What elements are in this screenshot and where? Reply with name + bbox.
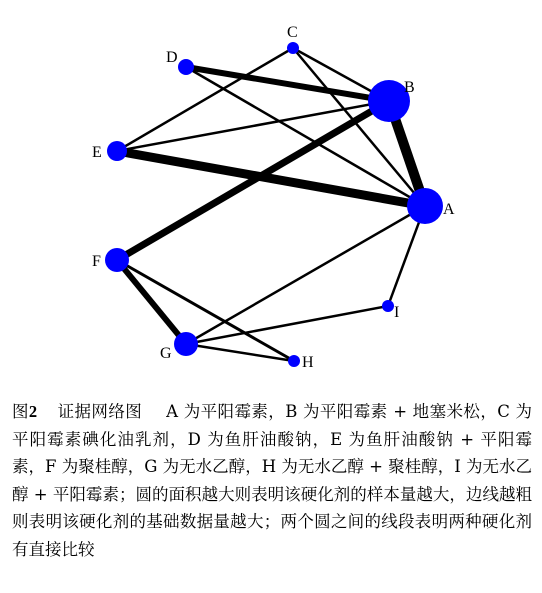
node-F bbox=[105, 248, 129, 272]
edge-G-I bbox=[186, 306, 388, 344]
node-G bbox=[174, 332, 198, 356]
figure-number-value: 2 bbox=[28, 402, 38, 421]
node-A bbox=[407, 188, 443, 224]
edge-F-G bbox=[117, 260, 186, 344]
node-D bbox=[178, 59, 194, 75]
node-C bbox=[287, 42, 299, 54]
node-label-H: H bbox=[302, 354, 314, 371]
node-I bbox=[382, 300, 394, 312]
node-label-E: E bbox=[92, 144, 102, 161]
node-label-G: G bbox=[160, 345, 172, 362]
figure-caption bbox=[12, 398, 532, 563]
node-label-C: C bbox=[287, 24, 298, 41]
node-label-B: B bbox=[404, 79, 415, 96]
node-label-A: A bbox=[443, 201, 455, 218]
node-label-D: D bbox=[166, 49, 178, 66]
node-H bbox=[288, 355, 300, 367]
node-label-I: I bbox=[394, 304, 400, 321]
figure-caption-body: A 为平阳霉素，B 为平阳霉素 + 地塞米松，C 为平阳霉素碘化油乳剂，D 为鱼肝油酸钠，E 为鱼肝油酸钠 + 平阳霉素，F 为聚桂醇，G 为无水乙醇，H 为无水乙醇 + 聚桂醇，I 为无水乙醇 + 平阳霉素；圆的面积越大则表明该硬化剂的样本量越大，边线越粗则表明该硬化剂的基础数据量越大；两个圆之间的线段表明两种硬化剂有直接比较 bbox=[12, 402, 533, 559]
figure-title: 证据网络图 bbox=[57, 402, 143, 421]
figure-label: 图 bbox=[12, 402, 29, 421]
edge-A-G bbox=[186, 206, 425, 344]
figure-number bbox=[12, 402, 37, 421]
node-label-F: F bbox=[92, 253, 101, 270]
node-E bbox=[107, 141, 127, 161]
